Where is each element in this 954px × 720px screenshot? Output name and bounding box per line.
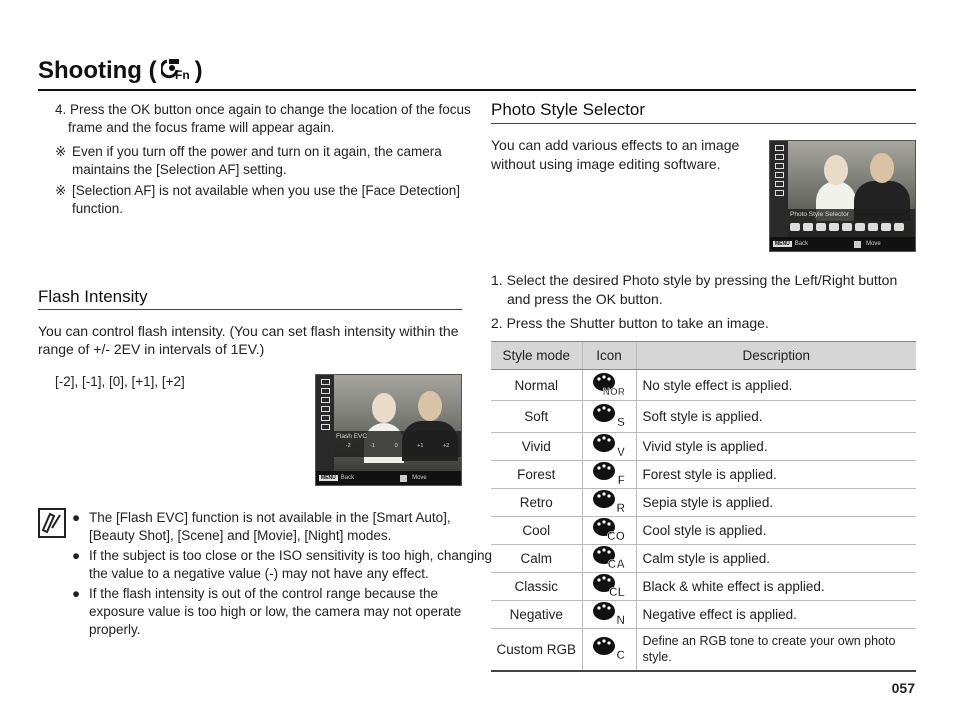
style-description-cell: Sepia style is applied. [636, 489, 916, 517]
style-badge-text: CL [609, 585, 625, 597]
menu-tag: MENU [775, 241, 790, 247]
camera-sidebar [316, 375, 334, 471]
style-icon-strip [790, 223, 913, 231]
style-icon-cell [582, 461, 636, 489]
style-description-cell: No style effect is applied. [636, 370, 916, 401]
style-mode-cell: Normal [491, 370, 582, 401]
move-label: Move [866, 241, 881, 247]
photo-style-camera-screen [769, 140, 916, 252]
note-2-line2: function. [72, 201, 124, 216]
note-mark: ※ [55, 183, 67, 198]
section-rule [38, 309, 462, 310]
page-number: 057 [891, 680, 915, 696]
style-badge-text: CA [607, 557, 625, 569]
note-2-line1: [Selection AF] is not available when you use the [Face Detection] [72, 183, 460, 198]
style-mode-cell: Classic [491, 573, 582, 601]
flash-evc-overlay [334, 431, 461, 457]
table-row [491, 601, 916, 629]
title-rule [38, 89, 916, 91]
style-badge-text: C [616, 647, 625, 660]
style-mode-cell: Negative [491, 601, 582, 629]
style-icon-cell [582, 401, 636, 433]
table-row [491, 433, 916, 461]
flash-evc-label: Flash EVC [336, 433, 368, 440]
style-icon-cell [582, 489, 636, 517]
description-line: Define an RGB tone to create your own photo [642, 634, 896, 649]
svg-text:Fn: Fn [174, 68, 190, 80]
step4-line2: frame and the focus frame will appear again. [68, 120, 335, 135]
page-title-suffix: ) [194, 56, 203, 84]
style-mode-cell: Cool [491, 517, 582, 545]
palette-icon [592, 433, 626, 457]
table-header-row [491, 342, 916, 370]
style-badge-text: CO [607, 529, 625, 541]
flash-intro-line1: You can control flash intensity. (You can set flash intensity within the [38, 323, 459, 339]
photo-style-intro-line2: without using image editing software. [491, 156, 721, 172]
palette-icon [592, 636, 626, 660]
step4-line1: 4. Press the OK button once again to change the location of the focus [55, 102, 471, 117]
style-badge-text: V [616, 445, 625, 457]
description-line: style. [642, 650, 672, 665]
style-badge-text: NOR [602, 386, 625, 396]
palette-icon [592, 461, 626, 485]
palette-icon [592, 372, 626, 396]
style-mode-cell: Retro [491, 489, 582, 517]
step1-line1: 1. Select the desired Photo style by pressing the Left/Right button [491, 272, 898, 288]
palette-icon [592, 573, 626, 597]
camera-sidebar [770, 141, 788, 237]
style-badge-text: S [616, 415, 625, 427]
evc-scale-minus1: -1 [370, 443, 376, 449]
evc-scale-plus1: +1 [417, 443, 424, 449]
photo-style-overlay [788, 209, 915, 239]
photo-style-table [491, 341, 916, 672]
style-description-cell: Negative effect is applied. [636, 601, 916, 629]
palette-icon [592, 601, 626, 625]
style-description-cell: Soft style is applied. [636, 401, 916, 433]
table-row [491, 401, 916, 433]
style-description-cell: Vivid style is applied. [636, 433, 916, 461]
style-mode-cell: Calm [491, 545, 582, 573]
step2: 2. Press the Shutter button to take an image. [491, 315, 769, 331]
page-title [38, 54, 203, 87]
style-icon-cell [582, 601, 636, 629]
photo-style-intro-line1: You can add various effects to an image [491, 137, 740, 153]
palette-icon [592, 403, 626, 427]
photo-style-screen-label: Photo Style Selector [790, 211, 849, 218]
bullet-item: ● The [Flash EVC] function is not available in the [Smart Auto], [Beauty Shot], [Scene] and [Movie], [Night] modes. [72, 510, 451, 543]
style-mode-cell: Forest [491, 461, 582, 489]
bullet-item: ● If the subject is too close or the ISO sensitivity is too high, changing the value to a negative value (-) may not have any effect. [72, 548, 492, 581]
move-icon [854, 241, 861, 248]
style-description-cell: Calm style is applied. [636, 545, 916, 573]
palette-icon [592, 517, 626, 541]
camera-fn-icon [161, 54, 191, 87]
table-row [491, 545, 916, 573]
style-icon-cell [582, 573, 636, 601]
camera-bottom-bar [770, 237, 915, 251]
table-row [491, 461, 916, 489]
col-style-mode: Style mode [491, 342, 582, 370]
style-icon-cell [582, 545, 636, 573]
note-mark: ※ [55, 144, 67, 159]
section-rule [491, 123, 916, 124]
style-icon-cell [582, 517, 636, 545]
move-icon [400, 475, 407, 482]
evc-scale-minus2: -2 [345, 443, 351, 449]
table-row [491, 517, 916, 545]
table-row [491, 489, 916, 517]
table-row [491, 573, 916, 601]
step1-line2: and press the OK button. [507, 291, 663, 307]
style-description-cell: Black & white effect is applied. [636, 573, 916, 601]
style-badge-text: F [617, 473, 625, 485]
style-icon-cell [582, 433, 636, 461]
table-row [491, 370, 916, 401]
flash-intro-line2: range of +/- 2EV in intervals of 1EV.) [38, 341, 265, 357]
style-badge-text: R [616, 501, 625, 513]
menu-tag: MENU [321, 475, 336, 481]
photo-style-heading: Photo Style Selector [491, 100, 646, 119]
table-row [491, 629, 916, 671]
style-mode-cell: Custom RGB [491, 629, 582, 671]
style-icon-cell [582, 370, 636, 401]
camera-bottom-bar [316, 471, 461, 485]
palette-icon [592, 545, 626, 569]
note-pencil-icon [38, 508, 66, 538]
style-description-cell: Forest style is applied. [636, 461, 916, 489]
style-badge-text: N [616, 613, 625, 625]
flash-camera-screen [315, 374, 462, 486]
move-label: Move [412, 475, 427, 481]
style-description-cell: Cool style is applied. [636, 517, 916, 545]
col-icon: Icon [582, 342, 636, 370]
note-1-line2: maintains the [Selection AF] setting. [72, 162, 287, 177]
bullet-item: ● If the flash intensity is out of the control range because the exposure value is too high or low, the camera may not operate properly. [72, 586, 462, 637]
style-mode-cell: Vivid [491, 433, 582, 461]
evc-scale-plus2: +2 [442, 443, 450, 449]
note-1-line1: Even if you turn off the power and turn on it again, the camera [72, 144, 442, 159]
col-description: Description [636, 342, 916, 370]
evc-scale-0: 0 [394, 443, 398, 449]
flash-intensity-heading: Flash Intensity [38, 287, 148, 306]
style-mode-cell: Soft [491, 401, 582, 433]
style-icon-cell [582, 629, 636, 671]
flash-values: [-2], [-1], [0], [+1], [+2] [55, 374, 185, 389]
palette-icon [592, 489, 626, 513]
style-description-cell [636, 629, 916, 671]
page-title-prefix: Shooting ( [38, 56, 157, 84]
back-label: Back [794, 241, 809, 247]
back-label: Back [340, 475, 355, 481]
